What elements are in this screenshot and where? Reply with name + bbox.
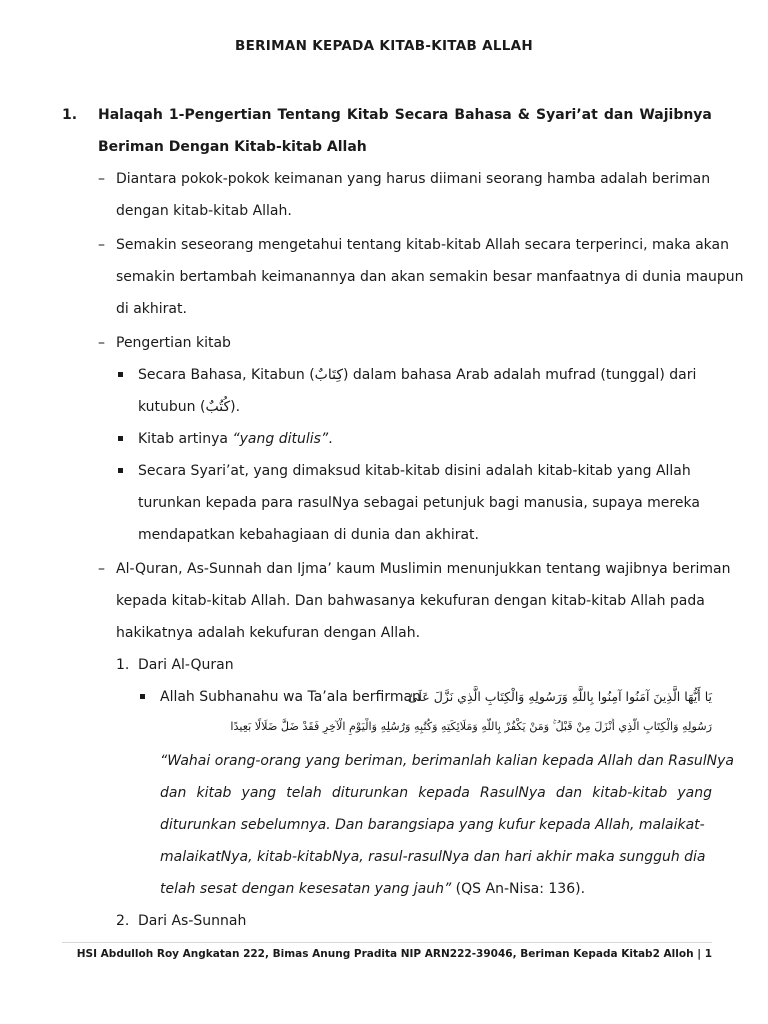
word: Kitab <box>346 107 389 123</box>
bullet-2-italic: “yang ditulis” <box>232 431 329 447</box>
numbered-2-number: 2. <box>116 913 130 929</box>
section-number: 1. <box>62 107 78 123</box>
dash-marker: – <box>98 171 105 187</box>
bullet-1-line2-pre: kutubun ( <box>138 399 206 415</box>
paragraph-4-line2: kepada kitab-kitab Allah. Dan bahwasanya kekufuran dengan kitab-kitab Allah pada <box>116 593 705 609</box>
translation-line2-text <box>160 784 712 802</box>
translation-line1: “Wahai orang-orang yang beriman, berimanlah kalian kepada Allah dan RasulNya <box>160 753 734 769</box>
word: telah <box>286 785 322 801</box>
paragraph-2-line1: Semakin seseorang mengetahui tentang kitab-kitab Allah secara terperinci, maka akan <box>116 237 729 253</box>
bullet-1-line1 <box>138 366 696 384</box>
paragraph-1-line1: Diantara pokok-pokok keimanan yang harus diimani seorang hamba adalah beriman <box>116 171 711 187</box>
word: yang <box>677 785 712 801</box>
translation-line4: malaikatNya, kitab-kitabNya, rasul-rasulNya dan hari akhir maka sungguh dia <box>160 849 706 865</box>
dash-marker: – <box>98 237 105 253</box>
bullet-2-pre: Kitab artinya <box>138 431 233 447</box>
paragraph-2-line2: semakin bertambah keimanannya dan akan semakin besar manfaatnya di dunia maupun <box>116 269 744 285</box>
bullet-1-pre: Secara Bahasa, Kitabun ( <box>138 367 315 383</box>
numbered-1-number: 1. <box>116 657 130 673</box>
bullet-2-post: . <box>328 431 333 447</box>
word: dan <box>160 785 187 801</box>
word: Bahasa <box>454 107 512 123</box>
page-footer: HSI Abdulloh Roy Angkatan 222, Bimas Anung Pradita NIP ARN222-39046, Beriman Kepada Kitab2 Alloh | 1 <box>76 948 712 960</box>
word: kitab <box>196 785 232 801</box>
translation-line3: diturunkan sebelumnya. Dan barangsiapa yang kufur kepada Allah, malaikat- <box>160 817 705 833</box>
numbered-1-label: Dari Al-Quran <box>138 657 234 673</box>
paragraph-2-line3: di akhirat. <box>116 301 187 317</box>
word: kitab-kitab <box>592 785 668 801</box>
paragraph-4-line3: hakikatnya adalah kekufuran dengan Allah. <box>116 625 421 641</box>
quran-arabic-line1: يَا أَيُّهَا الَّذِينَ آمَنُوا آمِنُوا بِاللَّهِ وَرَسُولِهِ وَالْكِتَابِ الَّذِي نَزَّلَ عَلَىٰ <box>407 689 712 704</box>
word: Secara <box>394 107 449 123</box>
paragraph-3-line1: Pengertian kitab <box>116 335 231 351</box>
bullet-3-line1: Secara Syari’at, yang dimaksud kitab-kitab disini adalah kitab-kitab yang Allah <box>138 463 691 479</box>
word: RasulNya <box>479 785 546 801</box>
paragraph-4-line1: Al-Quran, As-Sunnah dan Ijma’ kaum Muslimin menunjukkan tentang wajibnya beriman <box>116 561 731 577</box>
section-heading-line1 <box>98 106 712 124</box>
dash-marker: – <box>98 335 105 351</box>
section-heading-line2: Beriman Dengan Kitab-kitab Allah <box>98 139 367 155</box>
bullet-1-post: ) dalam bahasa Arab adalah mufrad (tunggal) dari <box>343 367 697 383</box>
word: & <box>517 107 530 123</box>
bullet-1-line2-post: ). <box>230 399 241 415</box>
word: diturunkan <box>331 785 409 801</box>
bullet-square <box>118 372 123 377</box>
word: 1-Pengertian <box>168 107 272 123</box>
bullet-square <box>118 468 123 473</box>
word: kepada <box>418 785 470 801</box>
bullet-3-line2: turunkan kepada para rasulNya sebagai petunjuk bagi manusia, supaya mereka <box>138 495 700 511</box>
bullet-3-line3: mendapatkan kebahagiaan di dunia dan akhirat. <box>138 527 479 543</box>
bullet-1-arabic: كِتَابٌ <box>314 367 343 383</box>
bullet-square <box>140 694 145 699</box>
bullet-1-line2 <box>138 398 240 416</box>
footer-divider <box>62 942 712 943</box>
paragraph-1-line2: dengan kitab-kitab Allah. <box>116 203 292 219</box>
translation-line5 <box>160 880 585 898</box>
word: Halaqah <box>98 107 163 123</box>
bullet-square <box>118 436 123 441</box>
word: Wajibnya <box>639 107 712 123</box>
word: yang <box>241 785 277 801</box>
word: dan <box>603 107 634 123</box>
bullet-2-line1 <box>138 430 333 448</box>
word: Tentang <box>277 107 341 123</box>
bullet-1-line2-arabic: كُتُبٌ <box>205 399 231 415</box>
section-heading-line1-text <box>98 106 712 124</box>
dash-marker: – <box>98 561 105 577</box>
quran-intro: Allah Subhanahu wa Ta’ala berfirman <box>160 689 421 705</box>
word: Syari’at <box>536 107 598 123</box>
translation-reference: (QS An-Nisa: 136). <box>451 881 586 897</box>
quran-arabic-line2: رَسُولِهِ وَالْكِتَابِ الَّذِي أَنْزَلَ مِنْ قَبْلُ ۚ وَمَنْ يَكْفُرْ بِاللَّهِ وَمَلَائِكَتِهِ وَكُتُبِهِ وَرُسُلِهِ وَالْيَوْمِ الْآخِرِ فَقَدْ ضَلَّ ضَلَالًا بَعِيدًا <box>230 720 712 733</box>
page-title: BERIMAN KEPADA KITAB-KITAB ALLAH <box>234 38 534 54</box>
numbered-2-label: Dari As-Sunnah <box>138 913 247 929</box>
translation-line5-italic: telah sesat dengan kesesatan yang jauh” <box>160 881 452 897</box>
translation-line2 <box>160 784 712 802</box>
word: dan <box>555 785 583 801</box>
